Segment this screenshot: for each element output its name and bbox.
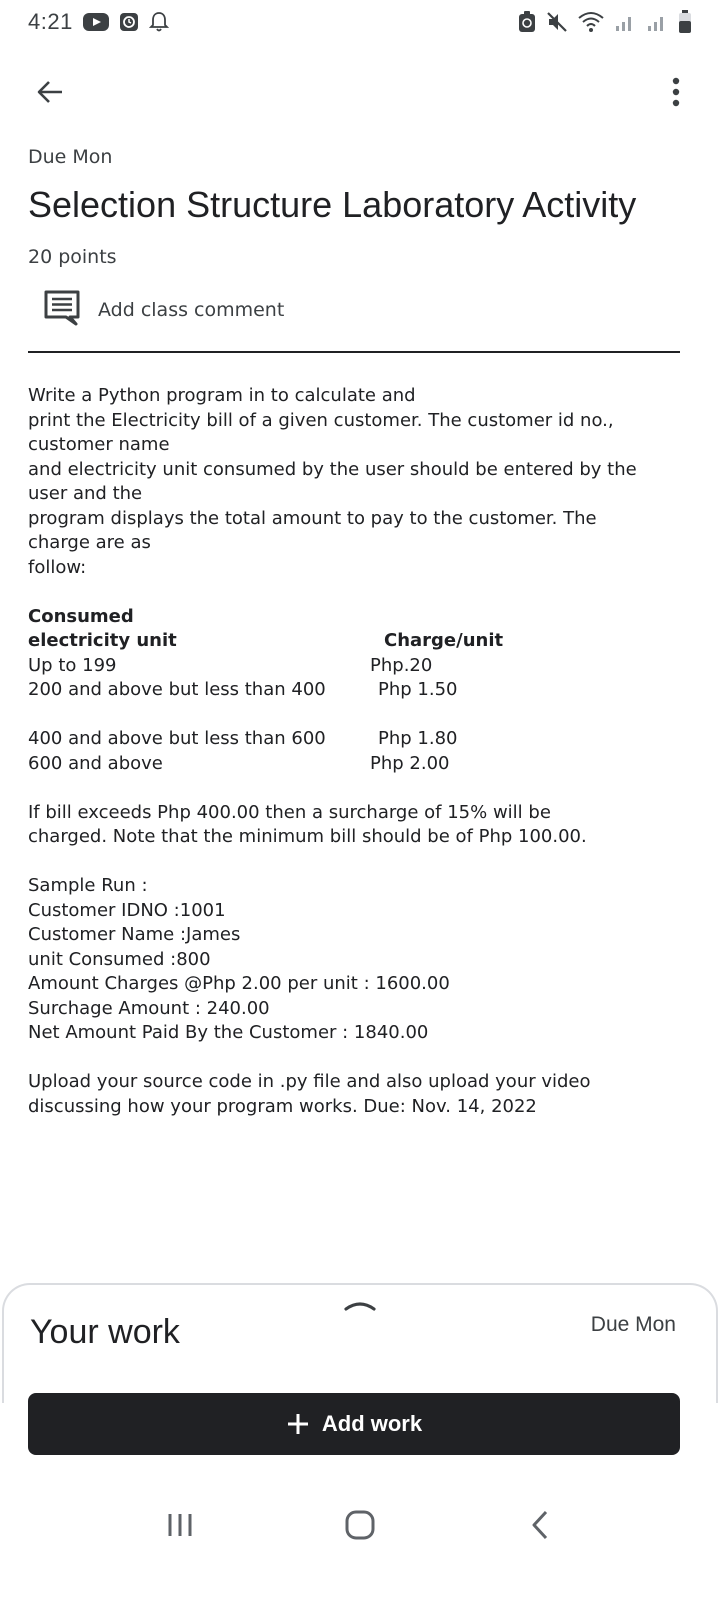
rate-row <box>28 752 692 777</box>
upload-line: discussing how your program works. Due: Nov. 14, 2022 <box>28 1095 537 1117</box>
due-date-label: Due Mon <box>28 146 113 168</box>
description-line: Write a Python program in to calculate and <box>28 385 416 406</box>
rate-row <box>28 678 692 703</box>
rate-row <box>28 727 692 752</box>
sample-run-line: unit Consumed :800 <box>28 948 211 970</box>
rate-header-col1-line1: Consumed <box>28 605 134 627</box>
arrow-back-icon <box>34 76 66 108</box>
status-bar <box>0 0 720 44</box>
description-line: print the Electricity bill of a given customer. The customer id no., <box>28 409 614 431</box>
status-right <box>518 10 692 34</box>
more-vert-icon <box>670 76 682 108</box>
add-work-button[interactable] <box>28 1393 680 1455</box>
sample-run-line: Net Amount Paid By the Customer : 1840.00 <box>28 1022 429 1043</box>
battery-saver-icon <box>518 11 536 33</box>
sample-run-line: Sample Run : <box>28 875 148 896</box>
description-line: user and the <box>28 483 143 504</box>
sample-run-line: Surchage Amount : 240.00 <box>28 997 270 1019</box>
rate-range: 400 and above but less than 600 <box>28 728 326 749</box>
signal-icon-2 <box>646 11 668 33</box>
add-class-comment-label: Add class comment <box>98 299 285 321</box>
rate-table-header <box>28 605 692 630</box>
assignment-description <box>28 384 692 1119</box>
battery-icon <box>678 10 692 34</box>
mute-icon <box>546 11 568 33</box>
sheet-expand-handle[interactable] <box>342 1297 378 1313</box>
recent-apps-button[interactable] <box>150 1495 210 1555</box>
description-line: customer name <box>28 434 170 455</box>
recent-apps-icon <box>165 1510 195 1540</box>
points-label: 20 points <box>28 246 117 268</box>
rate-range: 200 and above but less than 400 <box>28 679 326 700</box>
system-nav-bar <box>0 1490 720 1560</box>
surcharge-line: charged. Note that the minimum bill should be of Php 100.00. <box>28 826 587 847</box>
header-divider <box>28 351 680 353</box>
system-back-button[interactable] <box>510 1495 570 1555</box>
status-time: 4:21 <box>28 9 73 34</box>
rate-range: Up to 199 <box>28 654 117 676</box>
sample-run-line: Amount Charges @Php 2.00 per unit : 1600.00 <box>28 973 450 994</box>
spacer <box>28 776 692 801</box>
surcharge-line: If bill exceeds Php 400.00 then a surcharge of 15% will be <box>28 801 551 823</box>
signal-icon <box>614 11 636 33</box>
rate-header-col2: Charge/unit <box>384 630 504 651</box>
rate-charge: Php 2.00 <box>370 752 450 774</box>
home-button[interactable] <box>330 1495 390 1555</box>
rate-charge: Php 1.50 <box>378 679 458 700</box>
home-icon <box>344 1509 376 1541</box>
bell-icon <box>149 11 169 33</box>
spacer <box>28 703 692 728</box>
description-line: program displays the total amount to pay to the customer. The <box>28 507 597 529</box>
spacer <box>28 1046 692 1071</box>
back-button[interactable] <box>28 70 72 114</box>
description-line: follow: <box>28 556 87 578</box>
rate-charge: Php.20 <box>370 654 433 676</box>
plus-icon <box>286 1412 310 1436</box>
description-line: and electricity unit consumed by the user should be entered by the <box>28 458 637 480</box>
rate-charge: Php 1.80 <box>378 728 458 749</box>
clock-app-icon <box>119 12 139 32</box>
comment-icon <box>44 290 80 330</box>
more-options-button[interactable] <box>654 70 698 114</box>
rate-header-col1-line2: electricity unit <box>28 630 177 651</box>
youtube-icon <box>83 12 109 32</box>
description-line: charge are as <box>28 532 151 553</box>
sample-run-line: Customer Name :James <box>28 924 241 945</box>
add-work-label: Add work <box>321 1411 423 1436</box>
spacer <box>28 850 692 875</box>
your-work-title: Your work <box>30 1313 180 1351</box>
chevron-left-icon <box>530 1509 550 1541</box>
top-app-bar <box>0 60 720 124</box>
assignment-title: Selection Structure Laboratory Activity <box>28 184 637 225</box>
upload-line: Upload your source code in .py file and also upload your video <box>28 1071 591 1092</box>
chevron-up-icon <box>342 1297 378 1313</box>
status-left <box>28 9 169 35</box>
spacer <box>28 580 692 605</box>
rate-range: 600 and above <box>28 752 163 774</box>
your-work-sheet[interactable] <box>2 1283 718 1403</box>
wifi-icon <box>578 11 604 33</box>
add-class-comment-button[interactable] <box>44 290 284 330</box>
rate-table-header-2 <box>28 629 692 654</box>
rate-row <box>28 654 692 679</box>
your-work-due: Due Mon <box>590 1313 676 1336</box>
sample-run-line: Customer IDNO :1001 <box>28 899 226 921</box>
